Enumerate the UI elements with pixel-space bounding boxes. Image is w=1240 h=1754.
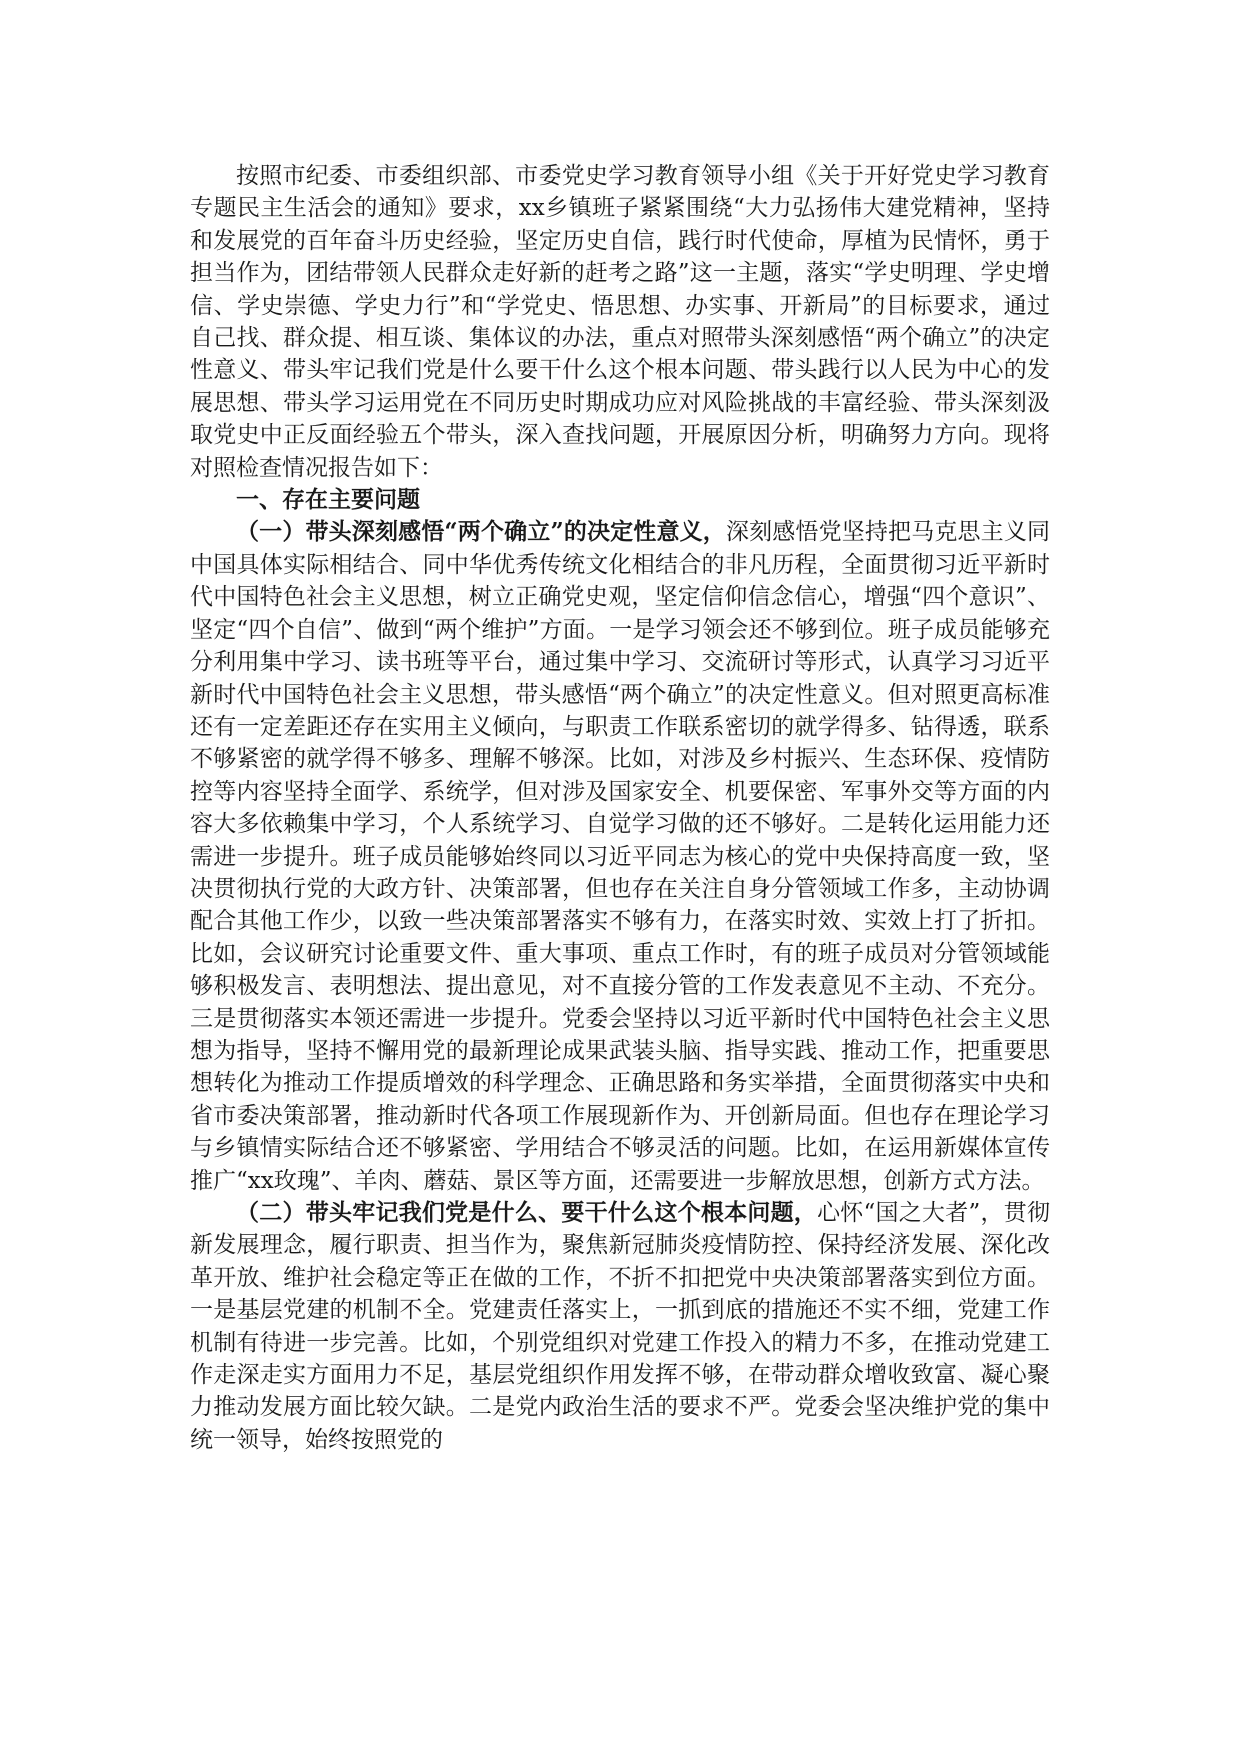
subsection-2-lead: （二）带头牢记我们党是什么、要干什么这个根本问题，: [236, 1199, 818, 1226]
subsection-2-paragraph: [190, 1197, 1050, 1456]
subsection-2-body: 心怀“国之大者”，贯彻新发展理念，履行职责、担当作为，聚焦新冠肺炎疫情防控、保持经济发展、深化改革开放、维护社会稳定等正在做的工作，不折不扣把党中央决策部署落实到位方面。一是基层党建的机制不全。党建责任落实上，一抓到底的措施还不实不细，党建工作机制有待进一步完善。比如，个别党组织对党建工作投入的精力不多，在推动党建工作走深走实方面用力不足，基层党组织作用发挥不够，在带动群众增收致富、凝心聚力推动发展方面比较欠缺。二是党内政治生活的要求不严。党委会坚决维护党的集中统一领导，始终按照党的: [190, 1200, 1050, 1453]
subsection-1-paragraph: [190, 516, 1050, 1197]
document-page: [190, 160, 1050, 1456]
section-heading-problems: 一、存在主要问题: [236, 486, 420, 514]
intro-paragraph: 按照市纪委、市委组织部、市委党史学习教育领导小组《关于开好党史学习教育专题民主生活会的通知》要求，xx乡镇班子紧紧围绕“大力弘扬伟大建党精神，坚持和发展党的百年奋斗历史经验，坚定历史自信，践行时代使命，厚植为民情怀，勇于担当作为，团结带领人民群众走好新的赶考之路”这一主题，落实“学史明理、学史增信、学史崇德、学史力行”和“学党史、悟思想、办实事、开新局”的目标要求，通过自己找、群众提、相互谈、集体议的办法，重点对照带头深刻感悟“两个确立”的决定性意义、带头牢记我们党是什么要干什么这个根本问题、带头践行以人民为中心的发展思想、带头学习运用党在不同历史时期成功应对风险挑战的丰富经验、带头深刻汲取党史中正反面经验五个带头，深入查找问题，开展原因分析，明确努力方向。现将对照检查情况报告如下：: [190, 163, 1050, 481]
subsection-1-body: 深刻感悟党坚持把马克思主义同中国具体实际相结合、同中华优秀传统文化相结合的非凡历程，全面贯彻习近平新时代中国特色社会主义思想，树立正确党史观，坚定信仰信念信心，增强“四个意识”、坚定“四个自信”、做到“两个维护”方面。一是学习领会还不够到位。班子成员能够充分利用集中学习、读书班等平台，通过集中学习、交流研讨等形式，认真学习习近平新时代中国特色社会主义思想，带头感悟“两个确立”的决定性意义。但对照更高标准还有一定差距还存在实用主义倾向，与职责工作联系密切的就学得多、钻得透，联系不够紧密的就学得不够多、理解不够深。比如，对涉及乡村振兴、生态环保、疫情防控等内容坚持全面学、系统学，但对涉及国家安全、机要保密、军事外交等方面的内容大多依赖集中学习，个人系统学习、自觉学习做的还不够好。二是转化运用能力还需进一步提升。班子成员能够始终同以习近平同志为核心的党中央保持高度一致，坚决贯彻执行党的大政方针、决策部署，但也存在关注自身分管领域工作多，主动协调配合其他工作少，以致一些决策部署落实不够有力，在落实时效、实效上打了折扣。比如，会议研究讨论重要文件、重大事项、重点工作时，有的班子成员对分管领域能够积极发言、表明想法、提出意见，对不直接分管的工作发表意见不主动、不充分。三是贯彻落实本领还需进一步提升。党委会坚持以习近平新时代中国特色社会主义思想为指导，坚持不懈用党的最新理论成果武装头脑、指导实践、推动工作，把重要思想转化为推动工作提质增效的科学理念、正确思路和务实举措，全面贯彻落实中央和省市委决策部署，推动新时代各项工作展现新作为、开创新局面。但也存在理论学习与乡镇情实际结合还不够紧密、学用结合不够灵活的问题。比如，在运用新媒体宣传推广“xx玫瑰”、羊肉、蘑菇、景区等方面，还需要进一步解放思想，创新方式方法。: [190, 519, 1050, 1194]
subsection-1-lead: （一）带头深刻感悟“两个确立”的决定性意义，: [236, 518, 726, 546]
